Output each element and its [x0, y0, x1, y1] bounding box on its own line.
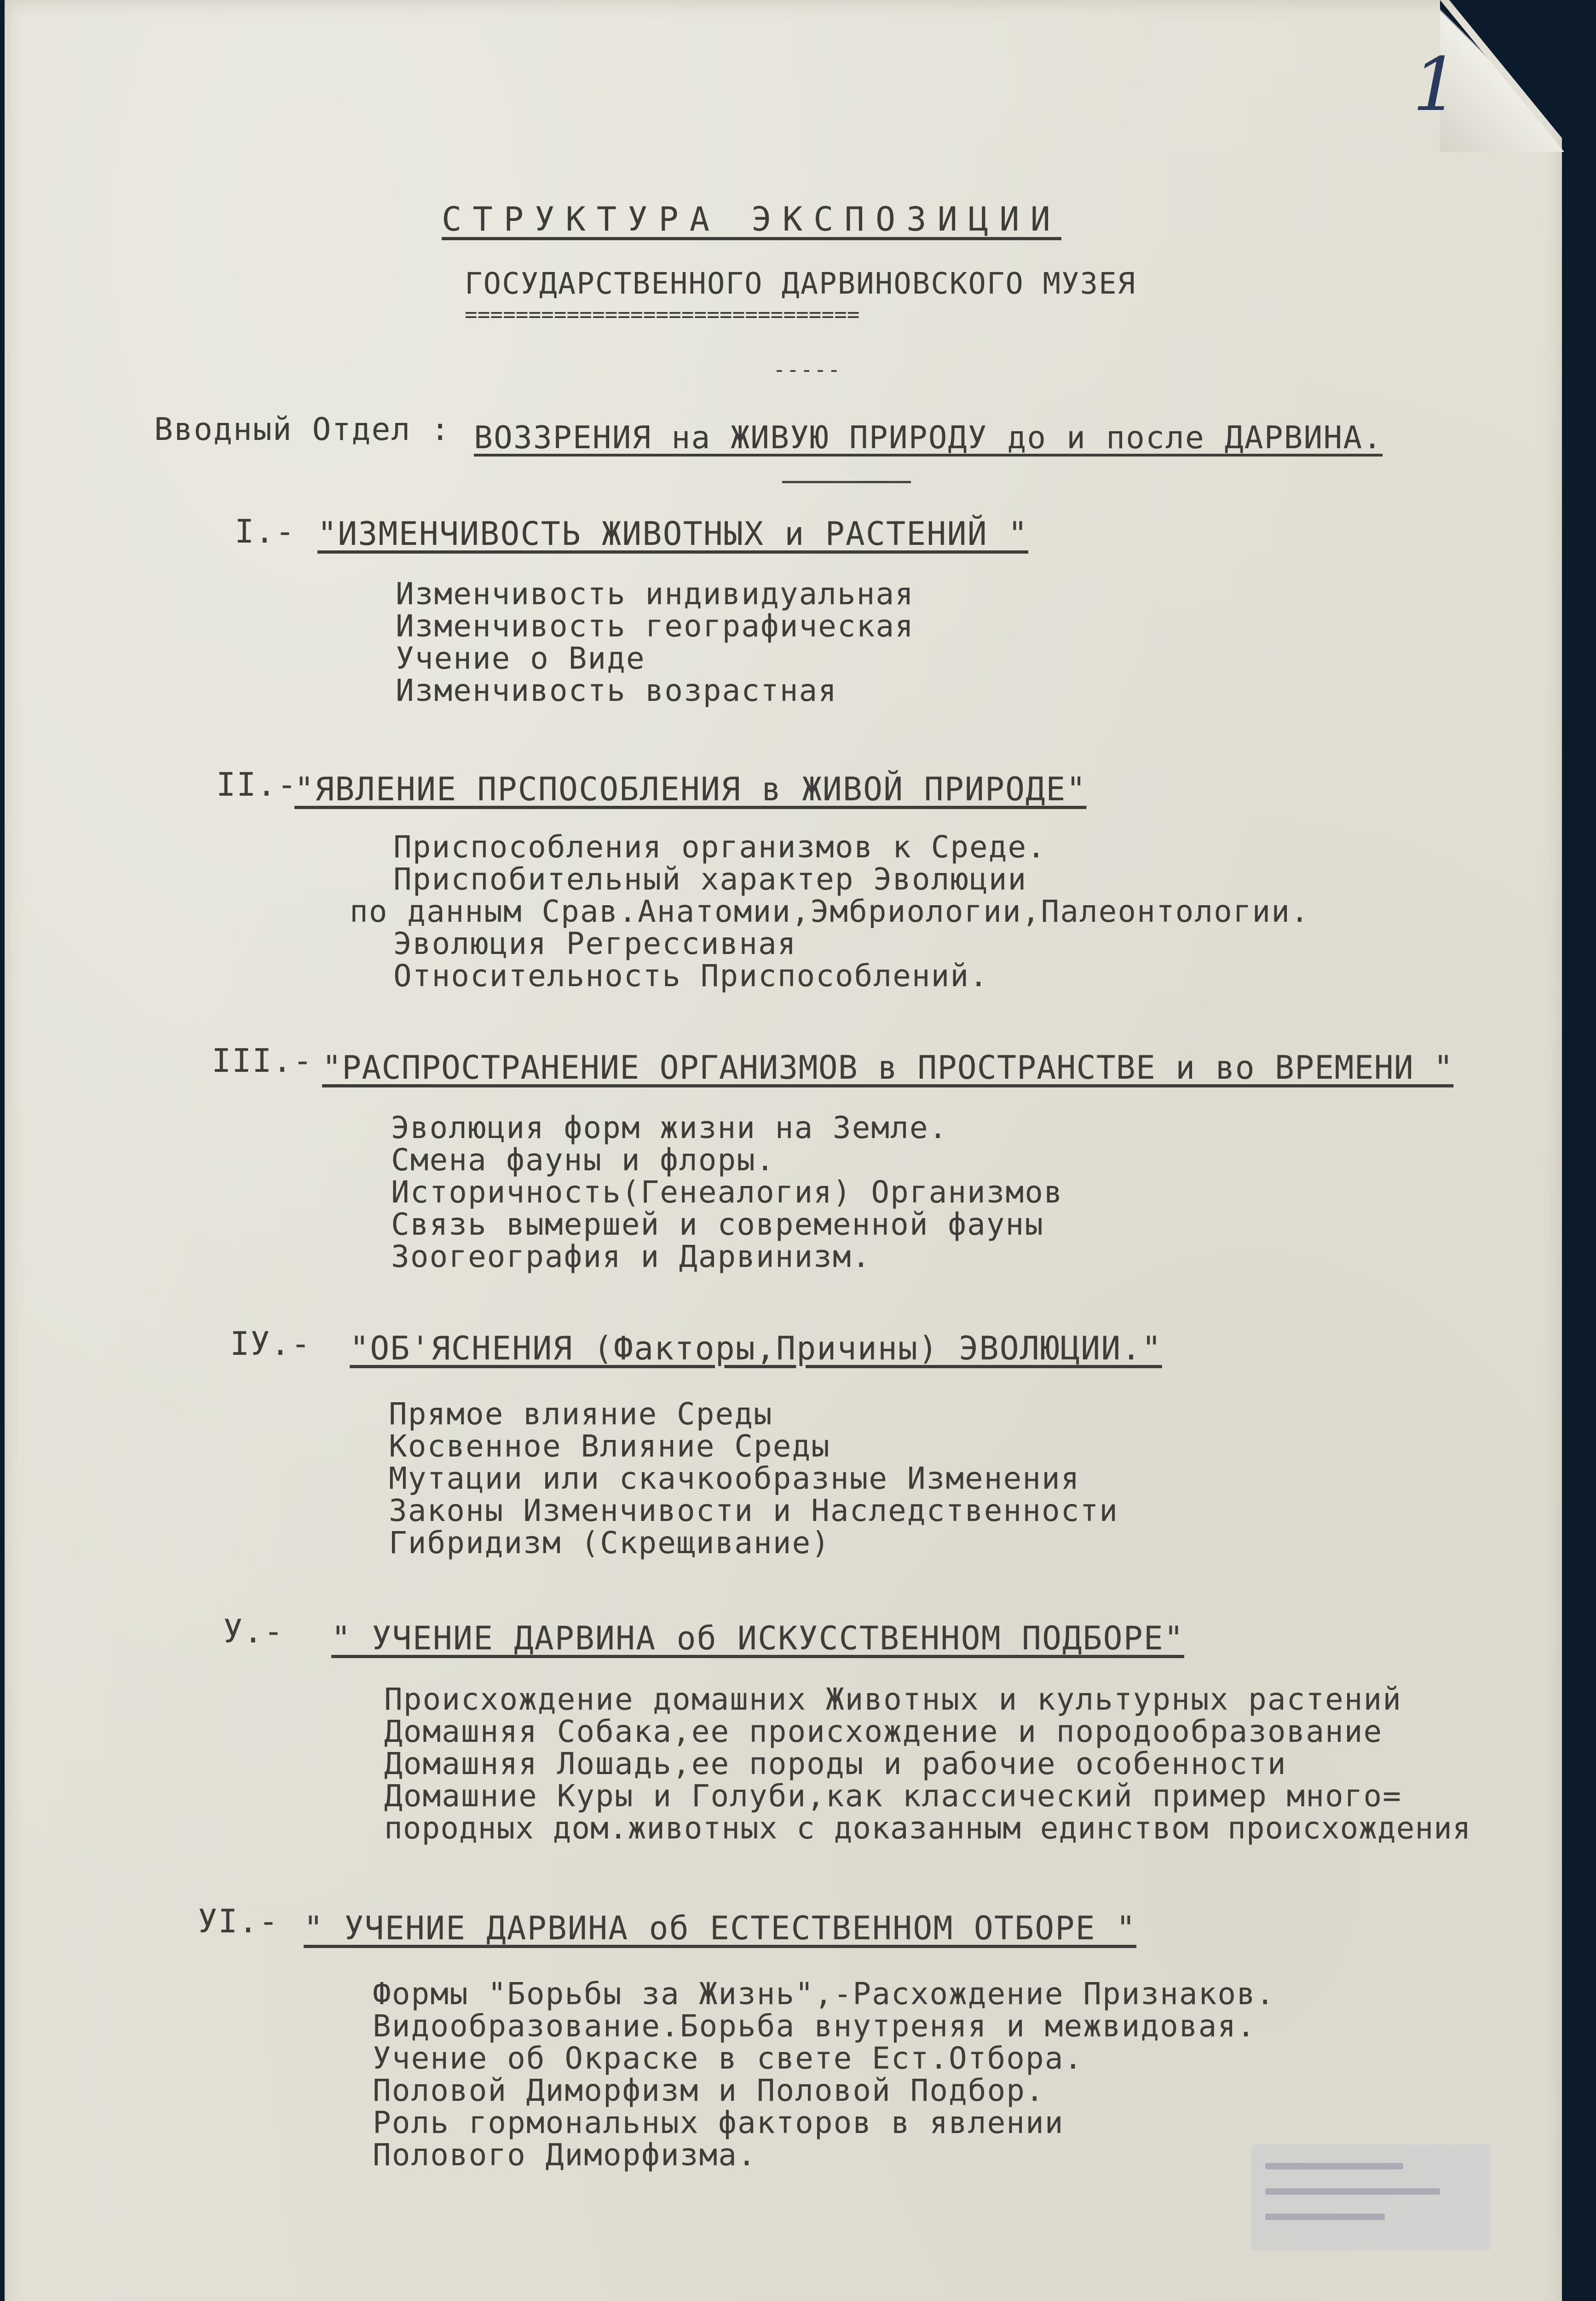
section-item: Формы "Борьбы за Жизнь",-Расхождение Признаков.	[373, 1976, 1275, 2012]
section-number: III.-	[212, 1042, 313, 1080]
section-item: Роль гормональных факторов в явлении	[373, 2105, 1064, 2140]
section-title: "ЯВЛЕНИЕ ПРСПОСОБЛЕНИЯ в ЖИВОЙ ПРИРОДЕ"	[294, 770, 1087, 808]
section-number: УI.-	[198, 1902, 279, 1940]
section-item: Косвенное Влияние Среды	[389, 1428, 830, 1464]
page-number: 1	[1412, 41, 1459, 127]
section-item: Происхождение домашних Животных и культурных растений	[384, 1682, 1402, 1717]
section-title: " УЧЕНИЕ ДАРВИНА об ИСКУССТВЕННОМ ПОДБОРЕ"	[331, 1619, 1185, 1657]
section-item: по данным Срав.Анатомии,Эмбриологии,Палеонтологии.	[350, 894, 1310, 929]
section-item: Приспобительный характер Эволюции	[393, 861, 1027, 897]
section-item: Эволюция форм жизни на Земле.	[391, 1110, 948, 1145]
section-title: "ОБ'ЯСНЕНИЯ (Факторы,Причины) ЭВОЛЮЦИИ."	[350, 1330, 1162, 1367]
intro-label: Вводный Отдел :	[154, 411, 451, 448]
section-item: Мутации или скачкообразные Изменения	[389, 1461, 1080, 1496]
section-item: Учение об Окраске в свете Ест.Отбора.	[373, 2041, 1083, 2076]
section-item: Домашняя Лошадь,ее породы и рабочие особенности	[384, 1746, 1287, 1781]
section-title: "ИЗМЕНЧИВОСТЬ ЖИВОТНЫХ и РАСТЕНИЙ "	[317, 515, 1029, 553]
section-number: II.-	[216, 766, 298, 804]
section-item: Приспособления организмов к Среде.	[393, 829, 1047, 865]
section-item: Домашняя Собака,ее происхождение и породообразование	[384, 1714, 1383, 1749]
section-item: Смена фауны и флоры.	[391, 1142, 775, 1178]
title-double-rule: ===============================	[465, 302, 860, 327]
section-title: " УЧЕНИЕ ДАРВИНА об ЕСТЕСТВЕННОМ ОТБОРЕ "	[304, 1909, 1136, 1947]
section-item: Историчность(Генеалогия) Организмов	[391, 1174, 1063, 1210]
section-item: Половой Диморфизм и Половой Подбор.	[373, 2073, 1045, 2108]
section-number: IУ.-	[230, 1325, 311, 1363]
section-item: Изменчивость индивидуальная	[396, 576, 914, 612]
section-item: Видообразование.Борьба внутреняя и межвидовая.	[373, 2008, 1256, 2044]
document-title: СТРУКТУРА ЭКСПОЗИЦИИ	[442, 200, 1061, 238]
document-page	[5, 0, 1562, 2301]
section-item: Эволюция Регрессивная	[393, 926, 797, 961]
section-item: породных дом.животных с доказанным единством происхождения	[384, 1810, 1471, 1846]
section-item: Гибридизм (Скрещивание)	[389, 1525, 830, 1561]
section-item: Учение о Виде	[396, 641, 645, 676]
section-item: Относительность Приспособлений.	[393, 958, 989, 994]
section-number: I.-	[235, 513, 296, 550]
document-subtitle: ГОСУДАРСТВЕННОГО ДАРВИНОВСКОГО МУЗЕЯ	[465, 267, 1136, 301]
section-item: Полового Диморфизма.	[373, 2137, 757, 2173]
section-item: Зоогеография и Дарвинизм.	[391, 1239, 871, 1274]
section-item: Прямое влияние Среды	[389, 1396, 773, 1432]
section-item: Домашние Куры и Голуби,как классический пример много=	[384, 1778, 1402, 1814]
section-item: Изменчивость возрастная	[396, 673, 837, 708]
title-dash: -----	[773, 357, 841, 382]
section-item: Связь вымершей и современной фауны	[391, 1207, 1044, 1242]
intro-heading: ВОЗЗРЕНИЯ на ЖИВУЮ ПРИРОДУ до и после ДАРВИНА.	[474, 420, 1383, 456]
section-number: У.-	[223, 1613, 284, 1650]
intro-divider	[782, 481, 911, 483]
section-item: Законы Изменчивости и Наследственности	[389, 1493, 1118, 1528]
section-title: "РАСПРОСТРАНЕНИЕ ОРГАНИЗМОВ в ПРОСТРАНСТВЕ и во ВРЕМЕНИ "	[322, 1049, 1454, 1087]
archive-stamp	[1251, 2145, 1491, 2250]
section-item: Изменчивость географическая	[396, 608, 914, 644]
